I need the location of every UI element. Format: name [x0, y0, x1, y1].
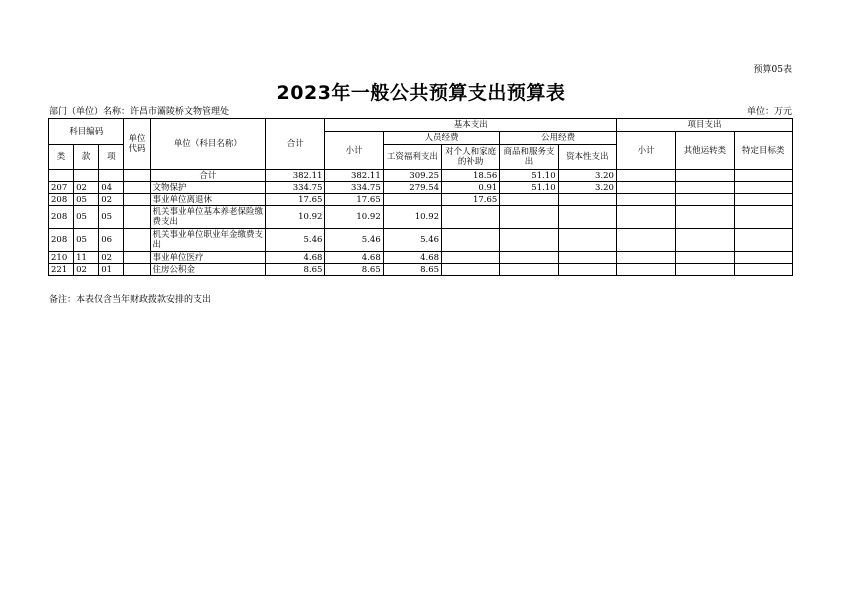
cell-proj-subtotal — [616, 206, 675, 229]
cell-other-transfer — [676, 194, 734, 206]
cell-proj-subtotal — [616, 229, 675, 252]
cell-sub: 02 — [99, 252, 124, 264]
cell-class: 208 — [49, 229, 74, 252]
cell-subsidy — [442, 252, 500, 264]
cell-class: 221 — [49, 264, 74, 276]
cell-subtotal: 17.65 — [325, 194, 383, 206]
cell-total: 4.68 — [266, 252, 325, 264]
cell-name: 机关事业单位职业年金缴费支出 — [150, 229, 266, 252]
cell-other-transfer — [676, 252, 734, 264]
cell-name: 机关事业单位基本养老保险缴费支出 — [150, 206, 266, 229]
cell-special — [734, 264, 792, 276]
cell-goods: 51.10 — [500, 182, 558, 194]
cell-unit-code — [124, 206, 150, 229]
header-public: 公用经费 — [500, 132, 617, 145]
cell-special — [734, 194, 792, 206]
cell-item: 05 — [74, 206, 99, 229]
cell-unit-code — [124, 264, 150, 276]
cell-subsidy: 18.56 — [442, 170, 500, 182]
cell-proj-subtotal — [616, 252, 675, 264]
cell-sub: 01 — [99, 264, 124, 276]
table-row — [49, 264, 793, 276]
cell-subsidy: 0.91 — [442, 182, 500, 194]
cell-sub: 06 — [99, 229, 124, 252]
cell-subtotal: 334.75 — [325, 182, 383, 194]
header-unit-name: 单位（科目名称） — [150, 119, 266, 170]
cell-salary: 10.92 — [383, 206, 441, 229]
cell-total: 10.92 — [266, 206, 325, 229]
header-special: 特定目标类 — [734, 132, 792, 170]
header-unit-code: 单位代码 — [124, 119, 150, 170]
header-total: 合计 — [266, 119, 325, 170]
cell-name: 文物保护 — [150, 182, 266, 194]
cell-total: 382.11 — [266, 170, 325, 182]
cell-other-transfer — [676, 206, 734, 229]
header-subsidy: 对个人和家庭的补助 — [442, 145, 500, 170]
cell-class: 210 — [49, 252, 74, 264]
cell-special — [734, 170, 792, 182]
department-label: 部门（单位）名称：许昌市灞陵桥文物管理处 — [49, 107, 230, 117]
cell-capital — [558, 229, 616, 252]
table-row — [49, 194, 793, 206]
cell-name: 住房公积金 — [150, 264, 266, 276]
cell-other-transfer — [676, 229, 734, 252]
cell-salary — [383, 194, 441, 206]
cell-salary: 8.65 — [383, 264, 441, 276]
cell-class: 208 — [49, 206, 74, 229]
unit-label: 单位：万元 — [746, 107, 792, 117]
cell-proj-subtotal — [616, 170, 675, 182]
cell-name: 事业单位离退休 — [150, 194, 266, 206]
cell-special — [734, 252, 792, 264]
header-item: 款 — [74, 145, 99, 170]
cell-special — [734, 229, 792, 252]
header-goods: 商品和服务支出 — [500, 145, 558, 170]
cell-capital: 3.20 — [558, 182, 616, 194]
cell-sub: 05 — [99, 206, 124, 229]
cell-capital — [558, 206, 616, 229]
page-title: 2023年一般公共预算支出预算表 — [276, 82, 566, 104]
cell-subsidy — [442, 206, 500, 229]
cell-subtotal: 8.65 — [325, 264, 383, 276]
cell-item: 02 — [74, 182, 99, 194]
cell-capital — [558, 252, 616, 264]
cell-unit-code — [124, 194, 150, 206]
cell-special — [734, 206, 792, 229]
cell-item: 02 — [74, 264, 99, 276]
cell-other-transfer — [676, 264, 734, 276]
cell-goods — [500, 229, 558, 252]
header-capital: 资本性支出 — [558, 145, 616, 170]
cell-goods — [500, 252, 558, 264]
table-row — [49, 182, 793, 194]
cell-capital: 3.20 — [558, 170, 616, 182]
cell-proj-subtotal — [616, 182, 675, 194]
cell-sub: 04 — [99, 182, 124, 194]
cell-capital — [558, 194, 616, 206]
header-personnel: 人员经费 — [383, 132, 500, 145]
cell-proj-subtotal — [616, 194, 675, 206]
cell-special — [734, 182, 792, 194]
header-subject-code: 科目编码 — [49, 119, 124, 145]
cell-item: 05 — [74, 229, 99, 252]
footnote: 备注：本表仅含当年财政拨款安排的支出 — [49, 295, 212, 305]
table-row — [49, 252, 793, 264]
cell-item: 11 — [74, 252, 99, 264]
cell-total: 8.65 — [266, 264, 325, 276]
header-other-transfer: 其他运转类 — [676, 132, 734, 170]
cell-other-transfer — [676, 182, 734, 194]
cell-sub: 02 — [99, 194, 124, 206]
cell-total: 334.75 — [266, 182, 325, 194]
cell-name: 事业单位医疗 — [150, 252, 266, 264]
cell-unit-code — [124, 252, 150, 264]
header-salary: 工资福利支出 — [383, 145, 441, 170]
header-basic: 基本支出 — [325, 119, 617, 132]
cell-sub — [99, 170, 124, 182]
cell-total: 17.65 — [266, 194, 325, 206]
cell-goods: 51.10 — [500, 170, 558, 182]
cell-subtotal: 4.68 — [325, 252, 383, 264]
cell-salary: 309.25 — [383, 170, 441, 182]
cell-subtotal: 10.92 — [325, 206, 383, 229]
header-project: 项目支出 — [616, 119, 792, 132]
cell-capital — [558, 264, 616, 276]
cell-class: 207 — [49, 182, 74, 194]
cell-item — [74, 170, 99, 182]
cell-item: 05 — [74, 194, 99, 206]
cell-subtotal: 5.46 — [325, 229, 383, 252]
cell-other-transfer — [676, 170, 734, 182]
cell-unit-code — [124, 182, 150, 194]
cell-subsidy: 17.65 — [442, 194, 500, 206]
table-row-total — [49, 170, 793, 182]
cell-salary: 279.54 — [383, 182, 441, 194]
table-row — [49, 229, 793, 252]
budget-table — [48, 118, 793, 276]
cell-total: 5.46 — [266, 229, 325, 252]
cell-class: 208 — [49, 194, 74, 206]
cell-goods — [500, 194, 558, 206]
cell-goods — [500, 264, 558, 276]
cell-salary: 5.46 — [383, 229, 441, 252]
cell-proj-subtotal — [616, 264, 675, 276]
cell-unit-code — [124, 170, 150, 182]
cell-goods — [500, 206, 558, 229]
cell-subsidy — [442, 229, 500, 252]
form-code: 预算05表 — [753, 65, 792, 75]
cell-salary: 4.68 — [383, 252, 441, 264]
table-row — [49, 206, 793, 229]
header-subtotal: 小计 — [325, 132, 383, 170]
header-sub: 项 — [99, 145, 124, 170]
cell-name: 合计 — [150, 170, 266, 182]
cell-class — [49, 170, 74, 182]
cell-subsidy — [442, 264, 500, 276]
header-class: 类 — [49, 145, 74, 170]
cell-unit-code — [124, 229, 150, 252]
header-proj-subtotal: 小计 — [616, 132, 675, 170]
cell-subtotal: 382.11 — [325, 170, 383, 182]
